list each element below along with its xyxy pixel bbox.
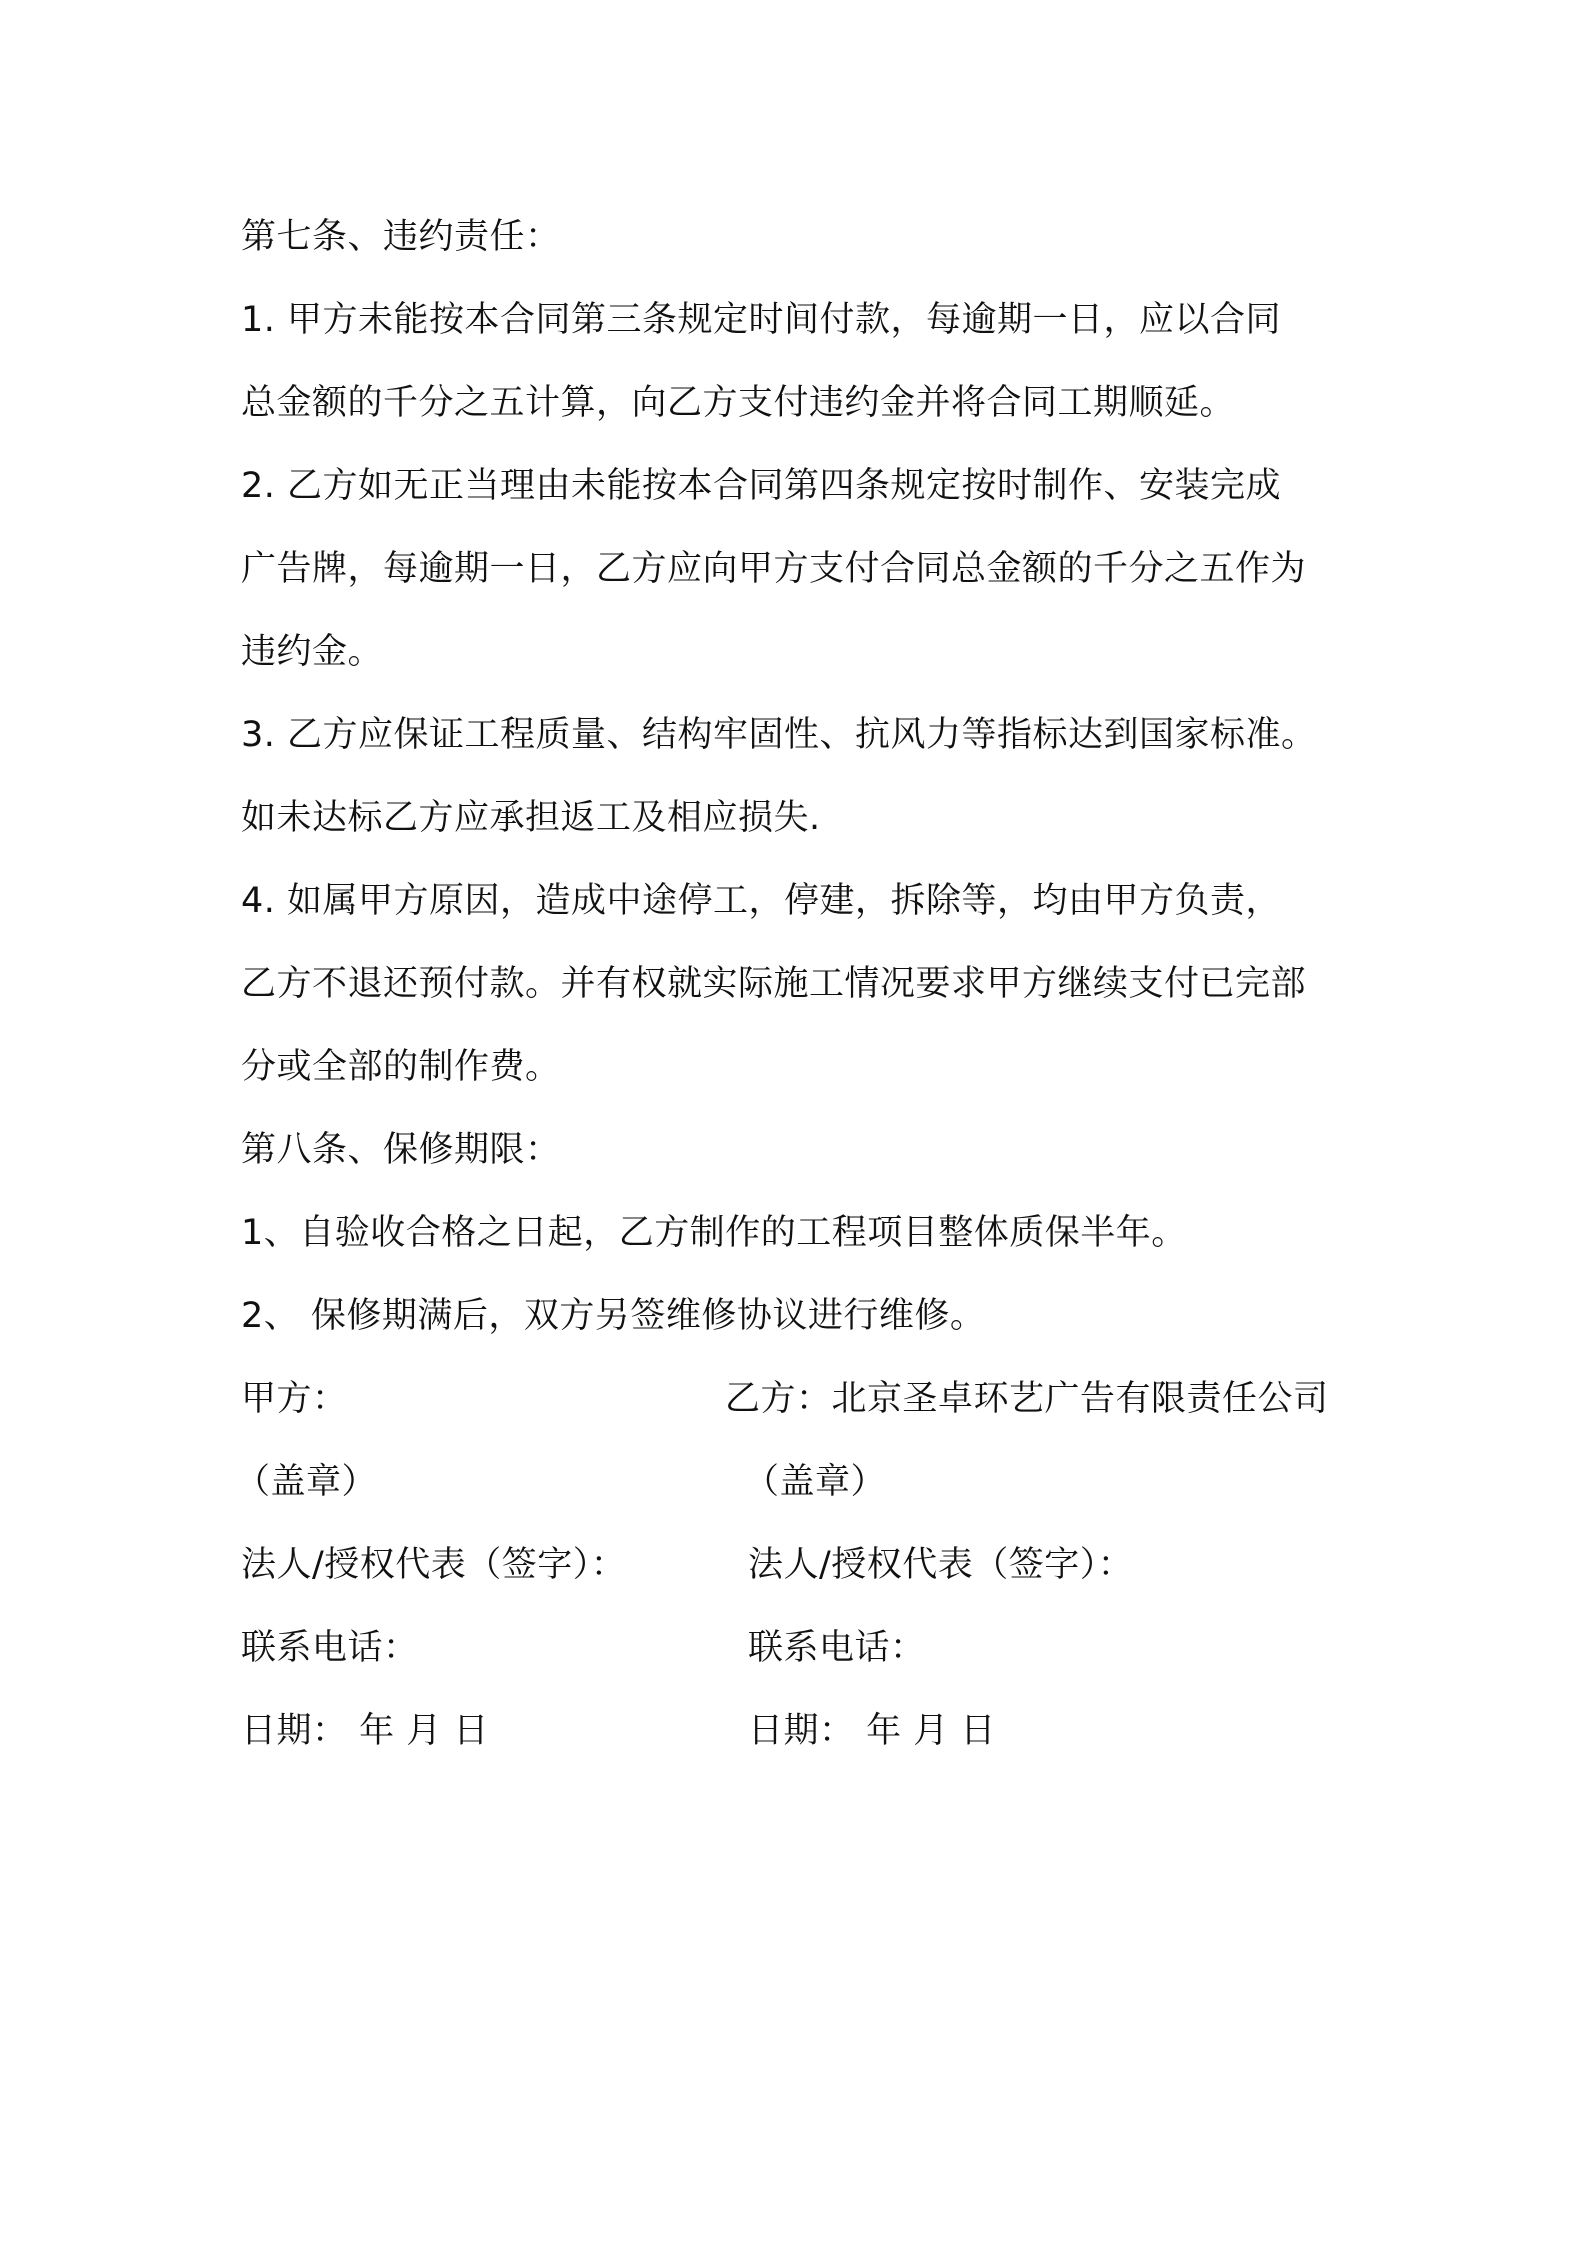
article-8-line: 1、自验收合格之日起，乙方制作的工程项目整体质保半年。: [241, 1213, 1187, 1253]
article-7-line: 2. 乙方如无正当理由未能按本合同第四条规定按时制作、安装完成: [241, 466, 1282, 506]
article-7-line: 广告牌，每逾期一日，乙方应向甲方支付合同总金额的千分之五作为: [241, 549, 1307, 589]
article-7-line: 违约金。: [241, 632, 384, 672]
article-7-heading: 第七条、违约责任：: [241, 217, 561, 257]
article-7-line: 如未达标乙方应承担返工及相应损失.: [241, 798, 821, 838]
article-7-line: 总金额的千分之五计算，向乙方支付违约金并将合同工期顺延。: [241, 383, 1236, 423]
party-b-rep: 法人/授权代表（签字）：: [748, 1545, 1134, 1585]
signature-row-seal: [235, 1441, 1371, 1524]
signature-row-rep: [241, 1524, 1371, 1607]
party-a-date: 日期： 年 月 日: [241, 1711, 489, 1751]
signature-row-date: [241, 1690, 1371, 1773]
party-b-seal: （盖章）: [744, 1462, 887, 1502]
article-8-line: 2、 保修期满后，双方另签维修协议进行维修。: [241, 1296, 986, 1336]
article-7-line: 4. 如属甲方原因，造成中途停工，停建，拆除等，均由甲方负责，: [241, 881, 1282, 921]
party-a-phone: 联系电话：: [241, 1628, 419, 1668]
signature-row-party: [241, 1358, 1371, 1441]
party-a-rep: 法人/授权代表（签字）：: [241, 1545, 627, 1585]
party-a-label: 甲方：: [241, 1379, 348, 1419]
contract-content: [235, 196, 1371, 1773]
party-b-phone: 联系电话：: [748, 1628, 926, 1668]
article-7-line: 1. 甲方未能按本合同第三条规定时间付款，每逾期一日，应以合同: [241, 300, 1282, 340]
party-b-label: 乙方：北京圣卓环艺广告有限责任公司: [725, 1379, 1329, 1419]
article-7-line: 分或全部的制作费。: [241, 1047, 561, 1087]
article-8-heading: 第八条、保修期限：: [241, 1130, 561, 1170]
party-b-date: 日期： 年 月 日: [748, 1711, 996, 1751]
article-7-line: 乙方不退还预付款。并有权就实际施工情况要求甲方继续支付已完部: [241, 964, 1307, 1004]
article-7-line: 3. 乙方应保证工程质量、结构牢固性、抗风力等指标达到国家标准。: [241, 715, 1317, 755]
signature-row-phone: [241, 1607, 1371, 1690]
party-a-seal: （盖章）: [235, 1462, 378, 1502]
